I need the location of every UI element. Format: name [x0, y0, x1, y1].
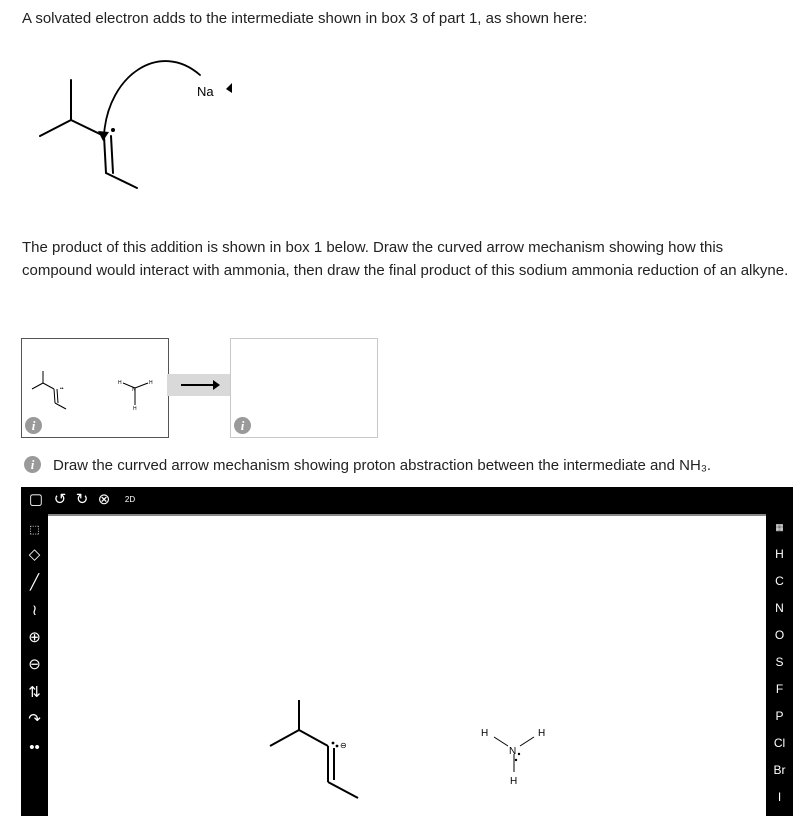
reaction-arrow-bar: [167, 374, 230, 396]
info-icon[interactable]: i: [234, 417, 251, 434]
lone-pair-icon[interactable]: ••: [29, 739, 40, 756]
svg-text:H: H: [118, 380, 122, 386]
select-tool-icon[interactable]: ⬚: [29, 524, 40, 536]
ammonia-h-left: H: [481, 728, 489, 739]
element-cl[interactable]: Cl: [773, 736, 786, 750]
radical-arrow-icon[interactable]: ↷: [28, 711, 41, 728]
redo-icon[interactable]: ↻: [75, 491, 89, 508]
svg-text:H: H: [133, 406, 137, 412]
svg-text:••: ••: [60, 386, 64, 392]
ammonia-h-bottom: H: [510, 776, 518, 787]
positive-charge-icon[interactable]: ⊕: [28, 629, 41, 646]
single-bond-icon[interactable]: ╱: [29, 574, 40, 591]
ammonia-h-right: H: [538, 728, 546, 739]
element-o[interactable]: O: [774, 628, 785, 642]
element-f[interactable]: F: [775, 682, 784, 696]
eraser-icon[interactable]: ◇: [28, 546, 41, 563]
element-p[interactable]: P: [775, 709, 784, 723]
element-c[interactable]: C: [775, 574, 784, 588]
answer-box-2[interactable]: [230, 338, 378, 438]
drawing-canvas[interactable]: [48, 514, 766, 816]
2d-template-button[interactable]: 2D: [124, 495, 136, 504]
element-br[interactable]: Br: [773, 763, 786, 777]
negative-charge-icon[interactable]: ⊖: [28, 656, 41, 673]
info-icon[interactable]: i: [25, 417, 42, 434]
ammonia-n: N: [509, 746, 517, 757]
canvas-structures: [48, 516, 766, 816]
element-palette: [766, 514, 793, 816]
mechanism-figure: [30, 45, 250, 195]
instruction-text: Draw the currved arrow mechanism showing proton abstraction between the intermediate and NH₃.: [53, 457, 712, 474]
curved-arrow-icon[interactable]: ⇅: [28, 684, 41, 701]
svg-text:H: H: [149, 380, 153, 386]
answer-box-1[interactable]: [21, 338, 169, 438]
intro-text: A solvated electron adds to the intermediate shown in box 3 of part 1, as shown here:: [22, 10, 588, 27]
sketcher-toolbar: [21, 487, 793, 514]
element-i[interactable]: I: [777, 790, 782, 804]
na-label: Na: [197, 84, 214, 99]
element-h[interactable]: H: [775, 547, 784, 561]
tool-palette: [21, 514, 48, 816]
chain-icon[interactable]: ≀: [31, 602, 38, 619]
box1-structures: [22, 339, 168, 437]
right-arrow-icon: [167, 374, 230, 396]
question-paragraph: The product of this addition is shown in box 1 below. Draw the curved arrow mechanism showing how this compound would interact with ammonia, then draw the final product of this sodium ammonia reduction of an alkyne.: [22, 239, 789, 279]
element-n[interactable]: N: [775, 601, 784, 615]
zoom-icon[interactable]: ⊗: [97, 491, 111, 508]
svg-text:N: N: [132, 387, 136, 393]
undo-icon[interactable]: ↺: [53, 491, 67, 508]
negative-charge-label: ⊖: [340, 741, 347, 750]
element-s[interactable]: S: [775, 655, 784, 669]
new-document-icon[interactable]: ▢: [28, 491, 44, 508]
info-icon[interactable]: i: [24, 456, 41, 473]
periodic-table-icon[interactable]: ▦: [775, 522, 784, 532]
